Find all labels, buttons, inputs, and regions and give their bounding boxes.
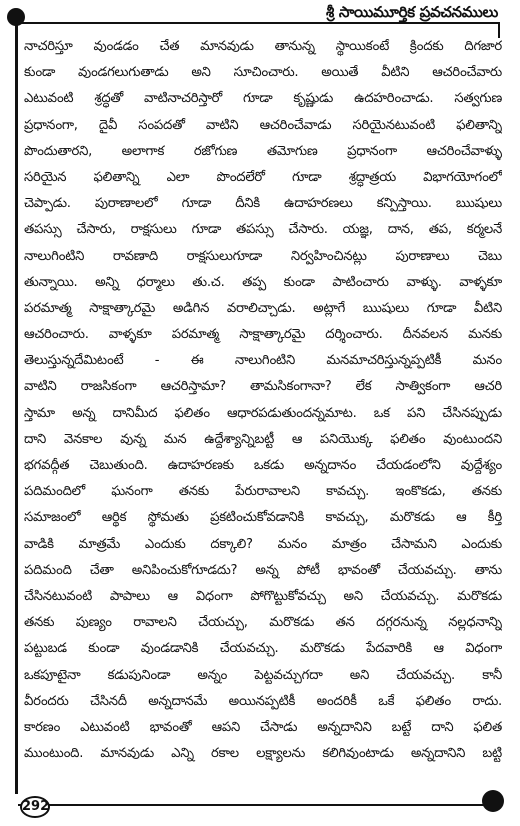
- text-line: నాలుగింటిని రావణాది రాక్షసులుగూడా నిర్వహించినట్లు పురాణాలు చెబు: [24, 248, 502, 264]
- text-line: పట్టుబడ కుండా వుండడానికి చేయవచ్చు. మరొకడు పేదవారికి ఆ విధంగా: [24, 641, 502, 657]
- text-line: పరమాత్మ సాక్షాత్కారమై అడిగిన వరాలిచ్చాడు. అట్లాగే ఋషులు గూడా వీటిని: [24, 300, 502, 316]
- body-paragraph: [24, 34, 502, 767]
- text-line: ముంటుంది. మానవుడు ఎన్ని రకాల లక్ష్యాలను కలిగివుంటాడు అన్నదానిని బట్టి: [24, 746, 502, 762]
- text-line: తున్నాయి. అన్ని ధర్మాలు తు.చ. తప్ప కుండా పాటించారు వాళ్ళు. వాళ్ళకూ: [24, 274, 502, 290]
- text-line: చేసినటువంటి పాపాలు ఆ విధంగా పోగొట్టుకోవచ్చు అని చేయవచ్చు. మరొకడు: [24, 588, 502, 604]
- text-line: భగవద్గీత చెబుతుంది. ఉదాహరణకు ఒకడు అన్నదానం చేయడంలోని వుద్దేశ్యం: [24, 458, 502, 473]
- text-line: తపస్సు చేసారు, రాక్షసులు గూడా తపస్సు చేసారు. యజ్ఞ, దాన, తప, కర్మలనే: [24, 222, 502, 238]
- text-line: వాడికి మాత్రమే ఎందుకు దక్కాలి? మనం మాత్రం చేసామని ఎందుకు: [24, 536, 502, 552]
- text-line: కుండా వుండగలుగుతాడు అని సూచించారు. అయితే వీటిని ఆచరించేవారు: [24, 65, 502, 81]
- text-line: పదిమందిలో ఘనంగా తనకు పేరురావాలని కావచ్చు. ఇంకొకడు, తనకు: [24, 484, 502, 500]
- text-line: ఎటువంటి శ్రద్ధతో వాటినాచరిస్తారో గూడా కృష్ణుడు ఉదహరించాడు. సత్వగుణ: [24, 91, 502, 107]
- text-line: వీరందరు చేసినదీ అన్నదానమే అయినప్పటికీ అందరికీ ఒకే ఫలితం రాదు.: [24, 693, 502, 709]
- text-line: స్తామా అన్న దానిమీద ఫలితం ఆధారపడుతుందన్నమాట. ఒక పని చేసినప్పుడు: [24, 405, 502, 421]
- page-number: 292: [20, 796, 50, 818]
- text-line: నాచరిస్తూ వుండడం చేత మానవుడు తానున్న స్థాయికంటే క్రిందకు దిగజార: [24, 39, 502, 54]
- text-line: దాని వెనకాల వున్న మన ఉద్దేశ్యాన్నిబట్టీ ఆ పనియొక్క ఫలితం వుంటుందని: [24, 431, 502, 447]
- text-line: ఒకపూటైనా కడుపునిండా అన్నం పెట్టవచ్చుగదా అని చేయవచ్చు. కానీ: [24, 667, 502, 683]
- text-line: తెలుస్తున్నదేమిటంటే - ఈ నాలుగింటిని మనమాచరిస్తున్నప్పటికీ మనం: [24, 353, 502, 369]
- text-line: తనకు పుణ్యం రావాలని చేయచ్చు, మరొకడు తన దగ్గరనున్న నల్లధనాన్ని: [24, 615, 502, 631]
- text-line: ప్రధానంగా, దైవీ సంపదతో వాటిని ఆచరించేవాడు సరియైనటువంటి ఫలితాన్ని: [24, 117, 502, 133]
- text-line: పొందుతారని, అలాగాక రజోగుణ తమోగుణ ప్రధానంగా ఆచరించేవాళ్ళు: [24, 143, 502, 159]
- running-title: శ్రీ సాయిమూర్తిక ప్రవచనములు: [325, 3, 498, 21]
- text-line: చెప్పాడు. పురాణాలలో గూడా దీనికి ఉదాహరణలు కన్పిస్తాయి. ఋషులు: [24, 196, 502, 212]
- corner-dot-bottom-right: [482, 790, 504, 812]
- text-line: వాటిని రాజసికంగా ఆచరిస్తామా? తామసికంగానా? లేక సాత్వికంగా ఆచరి: [24, 379, 502, 395]
- footer-rule: [18, 804, 484, 806]
- text-line: పదిమంది చేతా అనిపించుకోగూడదు? అన్న పోటీ భావంతో చేయవచ్చు. తాను: [24, 562, 502, 578]
- text-line: కారణం ఎటువంటి భావంతో ఆపని చేసాడు అన్నదానిని బట్టే దాని ఫలిత: [24, 719, 502, 735]
- left-margin-rule: [15, 20, 18, 794]
- text-line: సమాజంలో ఆర్థిక స్థోమతు ప్రకటించుకోవడానికి కావచ్చు, మరొకడు ఆ కీర్తి: [24, 510, 502, 526]
- text-line: ఆచరించారు. వాళ్ళకూ పరమాత్మ సాక్షాత్కారమై దర్శించారు. దీనవలన మనకు: [24, 327, 502, 343]
- text-line: సరియైన ఫలితాన్ని ఎలా పొందలేరో గూడా శ్రద్ధాత్రయ విభాగయోగంలో: [24, 169, 502, 185]
